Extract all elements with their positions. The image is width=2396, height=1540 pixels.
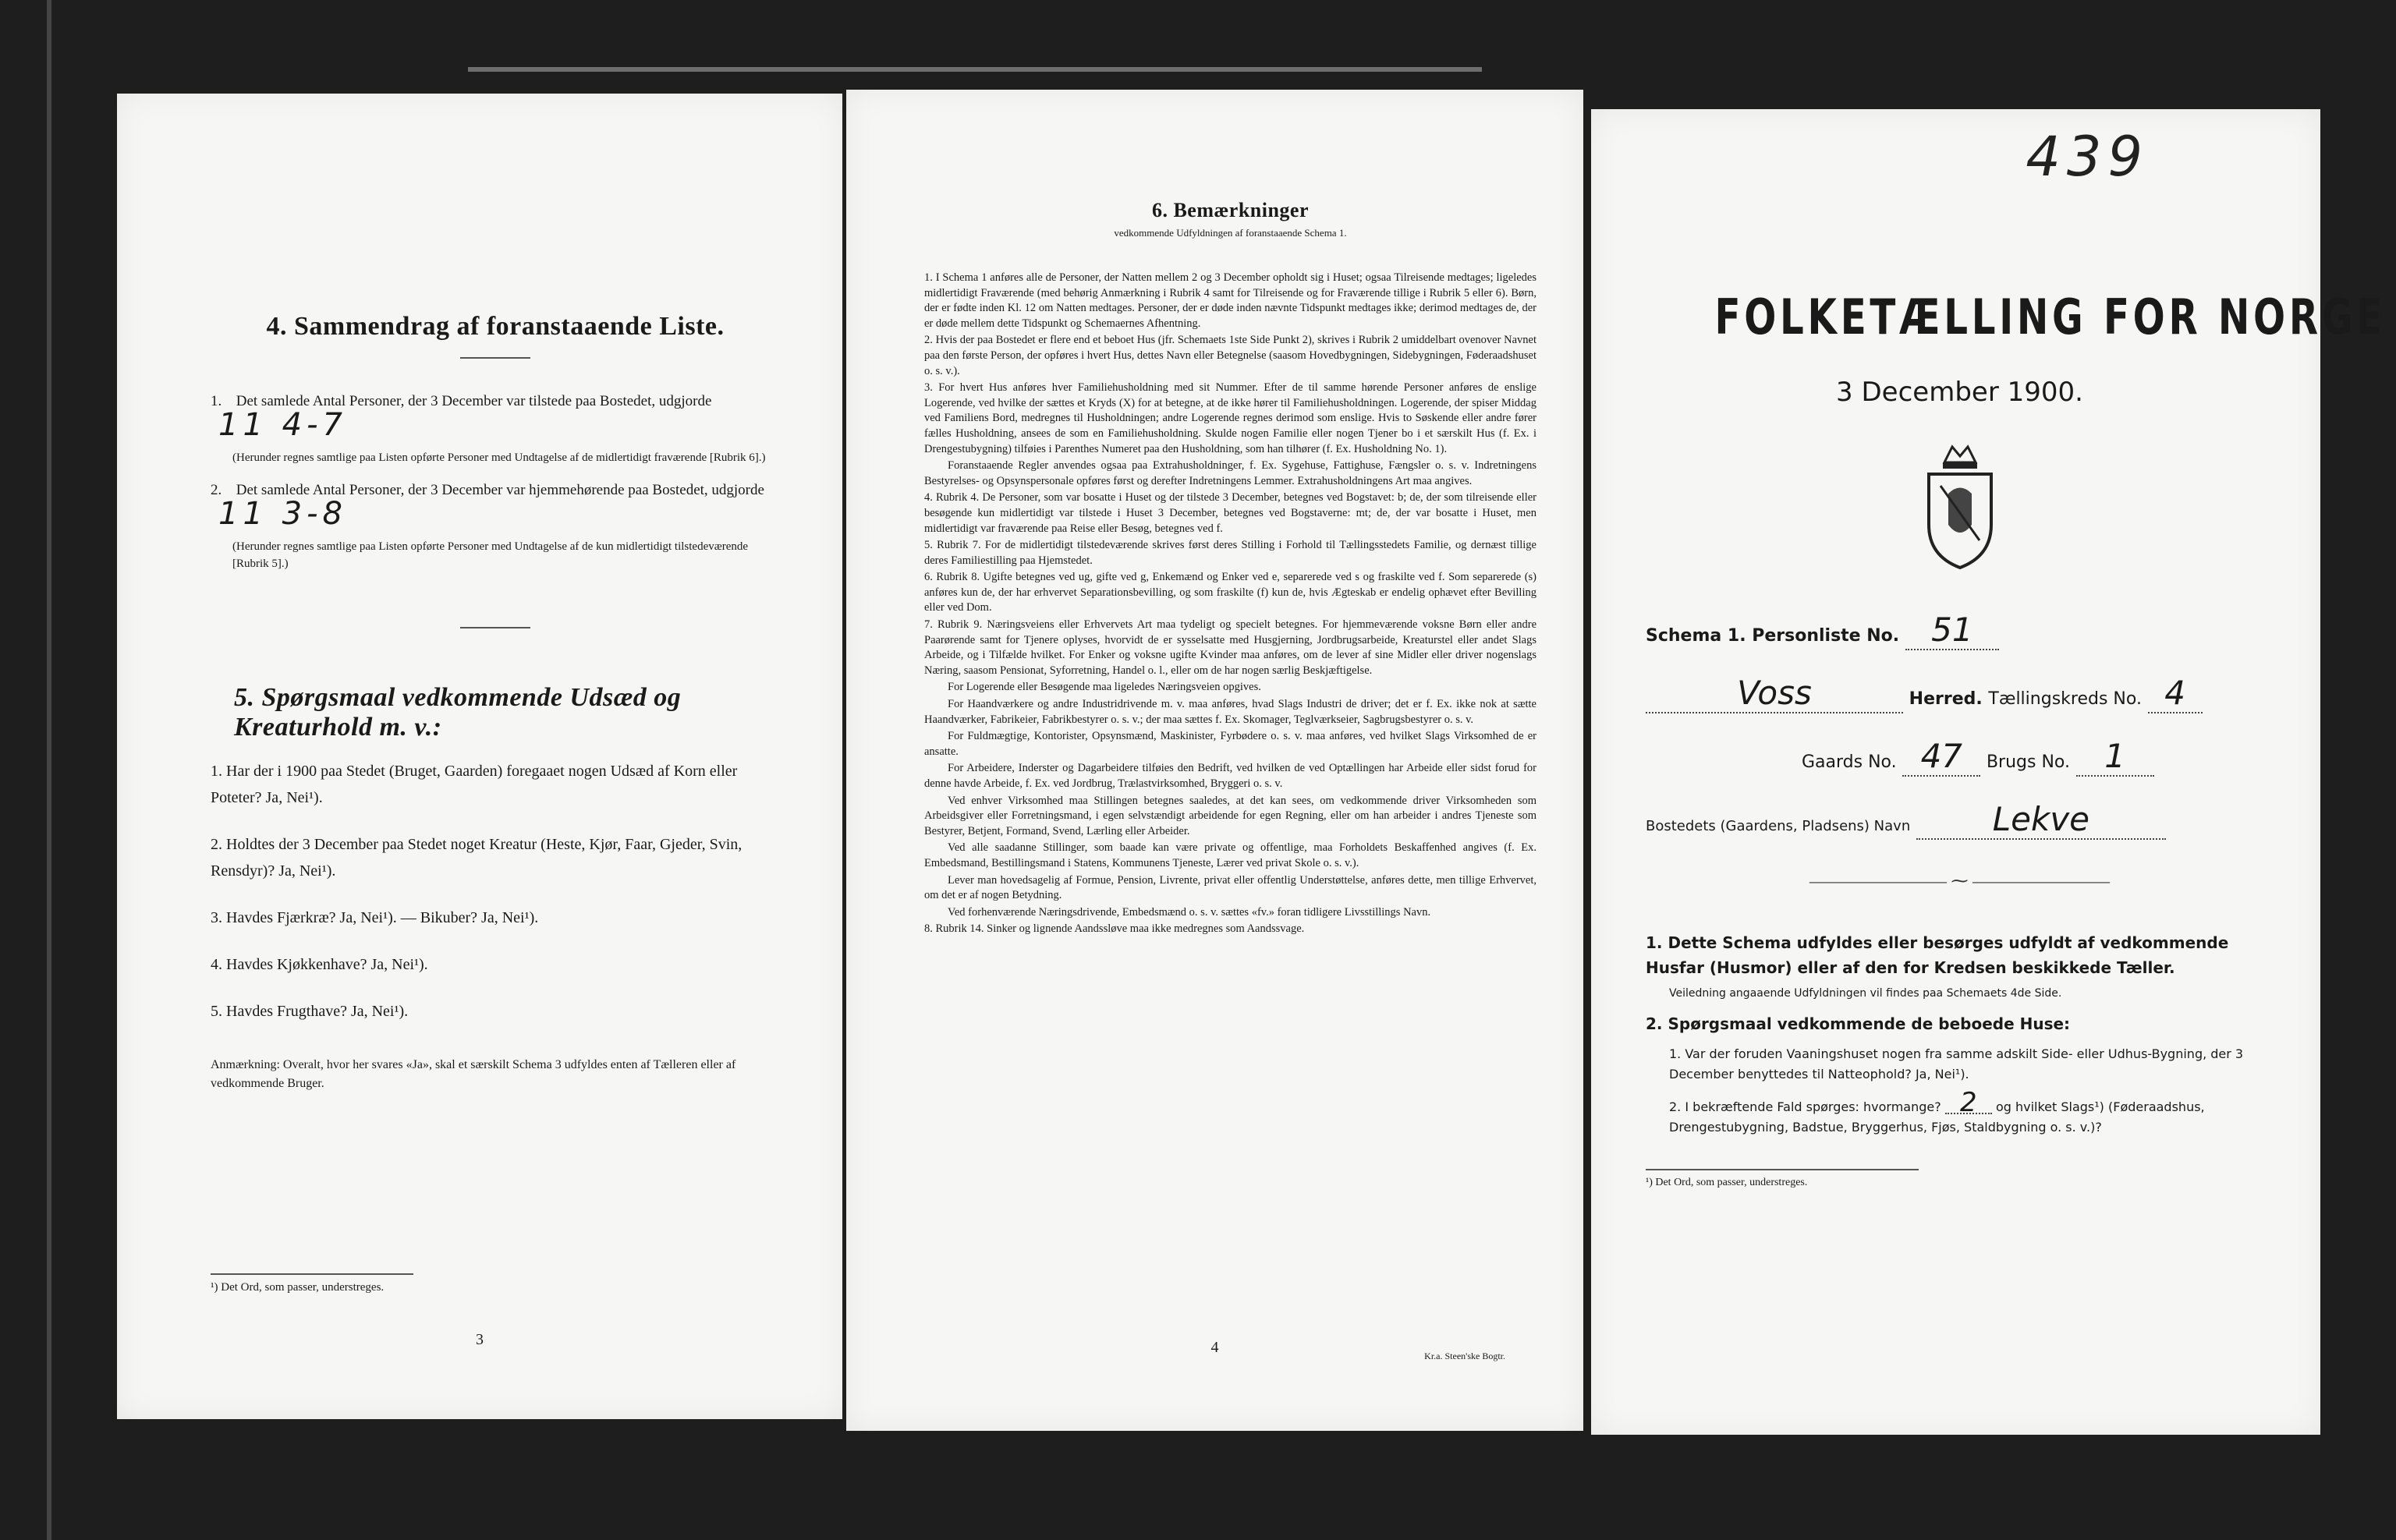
herred-label: Herred. [1909, 689, 1983, 709]
handwritten-value: 11 3-8 [218, 496, 347, 532]
question-1: 1. Har der i 1900 paa Stedet (Bruget, Gaarden) foregaaet nogen Udsæd af Korn eller Poteter? Ja, Nei¹). [211, 763, 738, 806]
instruction-1-note: Veiledning angaaende Udfyldningen vil findes paa Schemaets 4de Side. [1669, 987, 2062, 1000]
printer-mark: Kr.a. Steen'ske Bogtr. [1424, 1351, 1505, 1361]
divider [460, 357, 530, 359]
bosted-label: Bostedets (Gaardens, Pladsens) Navn [1646, 818, 1911, 834]
question-5: 5. Havdes Frugthave? Ja, Nei¹). [211, 1003, 409, 1020]
page-3 [117, 94, 842, 1419]
remark-paragraph: 8. Rubrik 14. Sinker og lignende Aandssløve maa ikke medregnes som Aandssvage. [924, 922, 1305, 936]
remark: Anmærkning: Overalt, hvor her svares «Ja», skal et særskilt Schema 3 udfyldes enten af Tælleren eller af vedkommende Bruger. [211, 1058, 736, 1090]
page-number: 4 [1210, 1339, 1219, 1356]
item-text: Det samlede Antal Personer, der 3 December var tilstede paa Bostedet, udgjorde [236, 393, 712, 409]
bosted-line [1646, 800, 2274, 840]
remark-paragraph: Ved enhver Virksomhed maa Stillingen betegnes saaledes, at det kan sees, om vedkommende driver Virksomheden som Arbeidsgiver eller Forretningsmand, i egen selvstændigt arbeidende for egen Regning, eller om han arbeider i andres Tjeneste som Bestyrer, Betjent, Formand, Svend, Lærling eller Arbeider. [924, 794, 1536, 837]
remark-paragraph: 1. I Schema 1 anføres alle de Personer, der Natten mellem 2 og 3 December opholdt sig i Huset; ogsaa Tilreisende medtages; ligeledes midlertidigt Fraværende (med behørig Anmærkning i Rubrik 4 samt for Tilreisende og for Fraværende tillige i Rubrik 5 eller 6). Børn, der er fødte inden Kl. 12 om Natten medtages. Personer, der er døde inden nævnte Tidspunkt medtages ikke; derimod medtages de, der er døde mellem dette Tidspunkt og Schemaernes Afhentning. [924, 271, 1536, 330]
census-date: 3 December 1900. [1836, 377, 2083, 408]
page-number: 3 [476, 1331, 484, 1348]
section-5-title: 5. Spørgsmaal vedkommende Udsæd og Kreaturhold m. v.: [234, 683, 682, 742]
instruction-1: 1. Dette Schema udfyldes eller besørges udfyldt af vedkommende Husfar (Husmor) eller af den for Kredsen beskikkede Tæller. [1646, 933, 2229, 977]
schema-label: Schema 1. Personliste No. [1646, 626, 1900, 646]
schema-number: 51 [1905, 611, 1999, 650]
gaards-label: Gaards No. [1802, 752, 1897, 772]
scan-edge [47, 0, 51, 1540]
page-4 [846, 90, 1583, 1431]
remark-paragraph: For Arbeidere, Inderster og Dagarbeidere tilføies den Bedrift, ved hvilken de ved Optællingen har Arbeide eller sidst forud for denne havde Arbeide, f. Ex. ved Jordbrug, Trælastvirksomhed, Bryggeri o. s. v. [924, 762, 1536, 790]
coat-of-arms-icon [1917, 439, 2003, 572]
bosted-value: Lekve [1916, 800, 2166, 840]
summary-item-2 [211, 479, 780, 532]
krets-number: 4 [2148, 674, 2203, 713]
remarks-subtitle: vedkommende Udfyldningen af foranstaaende Schema 1. [1114, 227, 1347, 239]
remark-paragraph: Ved alle saadanne Stillinger, som baade kan være private og offentlige, maa Forholdets Beskaffenhed angives (f. Ex. Embedsmand, Bestillingsmand i Statens, Kommunens Tjeneste, Lærer ved privat Skole o. s. v.). [924, 841, 1536, 869]
item-text: Det samlede Antal Personer, der 3 December var hjemmehørende paa Bostedet, udgjorde [236, 482, 764, 498]
herred-value: Voss [1646, 674, 1903, 713]
main-title: FOLKETÆLLING FOR NORGE [1714, 289, 2386, 345]
instruction-2-2 [1669, 1087, 2274, 1138]
remarks-title: 6. Bemærkninger [1151, 199, 1310, 221]
instruction-2-2-post: og hvilket Slags¹) (Føderaadshus, Drengestubygning, Badstue, Bryggerhus, Fjøs, Staldbygning o. s. v.)? [1669, 1099, 2205, 1135]
page-1 [1591, 109, 2386, 1435]
question-4: 4. Havdes Kjøkkenhave? Ja, Nei¹). [211, 956, 428, 973]
summary-item-1 [211, 390, 780, 443]
item-number: 2. [211, 482, 222, 498]
instruction-2: 2. Spørgsmaal vedkommende de beboede Huse: [1646, 1014, 2071, 1033]
instruction-2-2-pre: 2. I bekræftende Fald spørges: hvormange? [1669, 1099, 1941, 1114]
remarks-list [924, 271, 1536, 937]
footnote: ¹) Det Ord, som passer, understreges. [1646, 1169, 1919, 1189]
brugs-label: Brugs No. [1986, 752, 2070, 772]
remark-paragraph: 7. Rubrik 9. Næringsveiens eller Erhvervets Art maa tydeligt og specielt betegnes. For hjemmeværende voksne Børn eller andre Paarørende samt for Tjenere oplyses, hvorvidt de er sysselsatte med Husgjerning, Jordbrugsarbeide, Kreaturstel eller andet Slags Arbeide, og i Tilfælde hvilket. For Enker og voksne ugifte Kvinder maa anføres, om de lever af sine Midler eller driver nogenslags Næring, saasom Pensionat, Syforretning, Handel o. l., eller om de har nogen særlig Beskjæftigelse. [924, 618, 1536, 677]
houses-count: 2 [1945, 1092, 1992, 1114]
remark-paragraph: For Logerende eller Besøgende maa ligeledes Næringsveien opgives. [948, 681, 1261, 694]
instruction-2-1: 1. Var der foruden Vaaningshuset nogen fra samme adskilt Side- eller Udhus-Bygning, der 3 December benyttedes til Natteophold? Ja, Nei¹). [1669, 1046, 2244, 1082]
remark-paragraph: 5. Rubrik 7. For de midlertidigt tilstedeværende skrives først deres Stilling i Forhold til Tællingsstedets Familie, og dernæst tillige deres Familiestilling paa Hjemstedet. [924, 539, 1536, 567]
remark-paragraph: 3. For hvert Hus anføres hver Familiehusholdning med sit Nummer. Efter de til samme hørende Personer anføres de enslige Logerende, ved hvilke der sættes et Kryds (X) for at betegne, at de ikke hører til Familiehusholdningen. Logerende, der spiser Middag ved Familiens Bord, medregnes til Husholdningen; andre Logerende regnes derimod som enslige. Hvis to Søskende eller andre fører fælles Husholdning, ansees de som en Familiehusholdning. Skulde nogen Familie eller nogen Tjener bo i et særskilt Hus (f. Ex. i Drengestubygning) tilføies i Parenthes Numeret paa den Husholdning, som han tilhører (f. Ex. Husholdning No. 1). [924, 381, 1536, 455]
gaards-number: 47 [1902, 737, 1980, 777]
brugs-number: 1 [2076, 737, 2154, 777]
divider [460, 627, 530, 628]
remark-paragraph: 6. Rubrik 8. Ugifte betegnes ved ug, gifte ved g, Enkemænd og Enker ved e, separerede ved s og fraskilte ved f. Som separerede (s) anføres kun de, der har erhvervet Separationsbevilling, og som fraskilte (f) kun de, hvis Ægteskab er endelig ophævet efter Bevilling eller ved Dom. [924, 571, 1536, 614]
remark-paragraph: For Fuldmægtige, Kontorister, Opsynsmænd, Maskinister, Fyrbødere o. s. v. maa anføres, ved hvilket Slags Virksomhed de er ansatte. [924, 730, 1536, 758]
remark-paragraph: Foranstaaende Regler anvendes ogsaa paa Extrahusholdninger, f. Ex. Sygehuse, Fattighuse, Fængsler o. s. v. Indretningens Bestyrelses- og Opsynspersonale opføres først og derefter Indretningens Lemmer. Extrahusholdningens Art maa angives. [924, 459, 1536, 487]
handwritten-value: 11 4-7 [218, 407, 347, 443]
remark-paragraph: 2. Hvis der paa Bostedet er flere end et beboet Hus (jfr. Schemaets 1ste Side Punkt 2), skrives i Rubrik 2 umiddelbart ovenover Navnet paa den første Person, der opføres i hvert Hus, dettes Navn eller Betegnelse (saasom Hovedbygningen, Sidebygningen, Føderaadshuset o. s. v.). [924, 334, 1536, 377]
herred-line [1646, 674, 2274, 713]
remark-paragraph: 4. Rubrik 4. De Personer, som var bosatte i Huset og der tilstede 3 December, betegnes ved Bogstavet: b; de, der som tilreisende eller besøgende kun midlertidigt var tilstede i Huset 3 December, betegnes ved Bogstaverne: mt; de, der var bosatte i Huset, men midlertidigt var fraværende paa Reise eller Besøg, betegnes ved f. [924, 491, 1536, 535]
footnote: ¹) Det Ord, som passer, understreges. [211, 1273, 413, 1294]
krets-label: Tællingskreds No. [1988, 689, 2142, 709]
scan-top-strip [468, 67, 1482, 72]
gaards-line [1646, 737, 2274, 777]
remark-paragraph: Ved forhenværende Næringsdrivende, Embedsmænd o. s. v. sættes «fv.» foran tidligere Livsstillings Navn. [948, 905, 1431, 919]
item-number: 1. [211, 393, 222, 409]
remark-paragraph: For Haandværkere og andre Industridrivende m. v. maa anføres, hvad Slags Industri de driver; det er f. Ex. ikke nok at sætte Haandværker, Fabrikeier, Fabrikbestyrer o. s. v.; der maa sættes f. Ex. Skomager, Teglværkseier, Sagbrugsbestyrer o. s. v. [924, 698, 1536, 726]
item-note: (Herunder regnes samtlige paa Listen opførte Personer med Undtagelse af de midlertidigt fraværende [Rubrik 6].) [232, 451, 766, 464]
section-4-title: 4. Sammendrag af foranstaaende Liste. [266, 312, 725, 341]
schema-line [1646, 611, 2274, 650]
question-2: 2. Holdtes der 3 December paa Stedet noget Kreatur (Heste, Kjør, Faar, Gjeder, Svin, Rensdyr)? Ja, Nei¹). [211, 836, 743, 880]
item-note: (Herunder regnes samtlige paa Listen opførte Personer med Undtagelse af de kun midlertidigt tilstedeværende [Rubrik 5].) [232, 540, 749, 570]
question-3: 3. Havdes Fjærkræ? Ja, Nei¹). — Bikuber? Ja, Nei¹). [211, 909, 539, 926]
remark-paragraph: Lever man hovedsagelig af Formue, Pension, Livrente, privat eller offentlig Understøttelse, anføres dette, men tillige Erhvervet, om det er af nogen Betydning. [924, 873, 1536, 902]
ornament-divider: ———————— ⁓ ———————— [1809, 871, 2110, 890]
handwritten-corner-number: 439 [2026, 125, 2149, 189]
